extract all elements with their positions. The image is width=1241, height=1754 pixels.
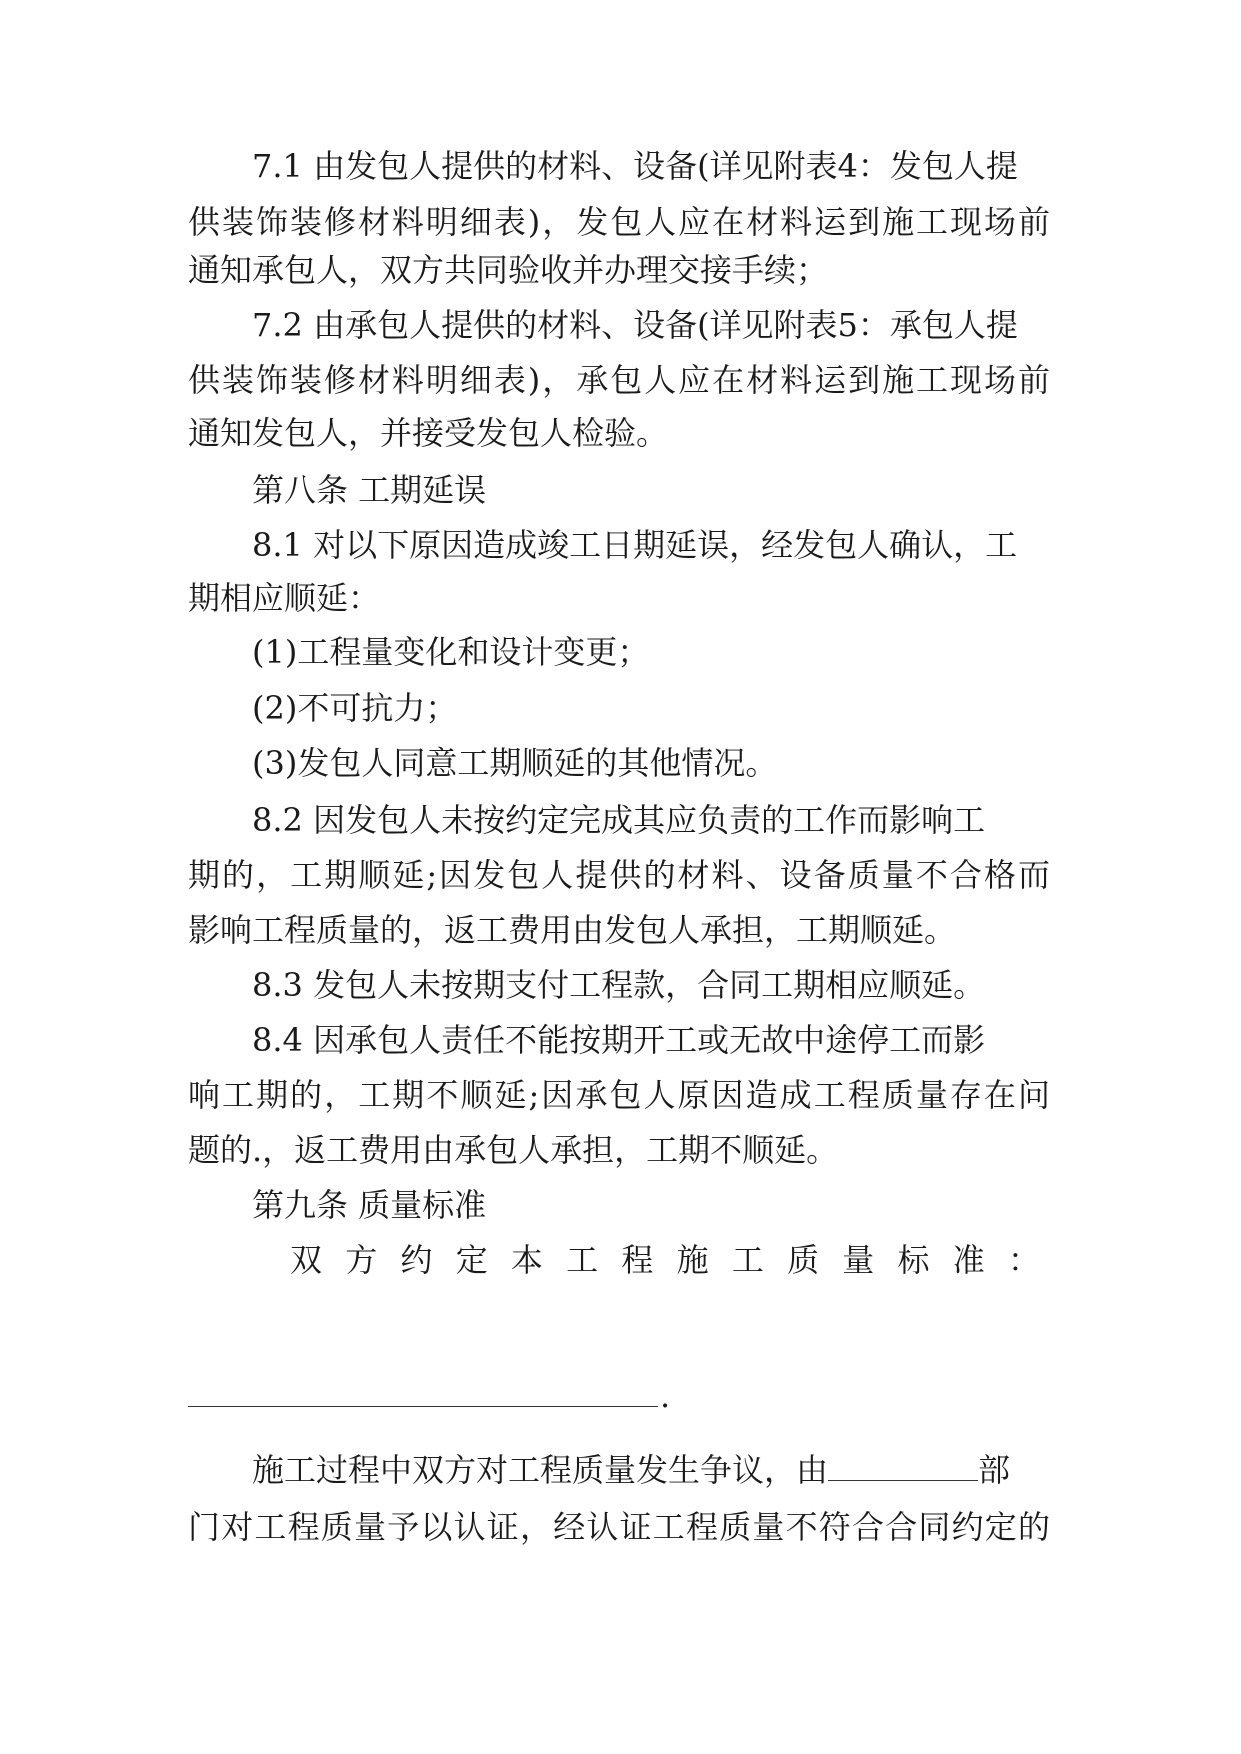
quality-standard-label: 双方约定本工程施工质量标准：: [290, 1241, 1040, 1279]
dispute-line-1: [252, 1440, 1050, 1500]
clause-8-2-line-2: 期的，工期顺延;因发包人提供的材料、设备质量不合格而: [188, 856, 1050, 894]
quality-standard-blank: [188, 1392, 658, 1407]
clause-7-1-line-2: 供装饰装修材料明细表)，发包人应在材料运到施工现场前: [188, 203, 1050, 241]
dispute-line-1-prefix: 施工过程中双方对工程质量发生争议，由: [252, 1451, 829, 1489]
clause-7-2-line-3: 通知发包人，并接受发包人检验。: [188, 414, 669, 452]
clause-8-4-line-2: 响工期的，工期不顺延;因承包人原因造成工程质量存在问: [188, 1076, 1050, 1114]
list-item-3: (3)发包人同意工期顺延的其他情况。: [252, 744, 778, 782]
article-9-title: 第九条 质量标准: [252, 1186, 487, 1224]
clause-8-2-line-1: 8.2 因发包人未按约定完成其应负责的工作而影响工: [252, 801, 986, 839]
clause-8-1-line-1: 8.1 对以下原因造成竣工日期延误，经发包人确认，工: [252, 526, 1018, 564]
dispute-line-1-suffix: 部: [978, 1451, 1011, 1489]
department-blank: [828, 1450, 978, 1481]
dispute-line-2: 门对工程质量予以认证，经认证工程质量不符合合同约定的: [188, 1508, 1050, 1546]
list-item-2: (2)不可抗力；: [252, 689, 458, 727]
quality-standard-end: .: [660, 1377, 671, 1415]
clause-7-2-line-1: 7.2 由承包人提供的材料、设备(详见附表5：承包人提: [252, 306, 1018, 344]
clause-7-1-line-1: 7.1 由发包人提供的材料、设备(详见附表4：发包人提: [252, 147, 1018, 185]
clause-8-4-line-1: 8.4 因承包人责任不能按期开工或无故中途停工而影: [252, 1021, 986, 1059]
clause-8-2-line-3: 影响工程质量的，返工费用由发包人承担，工期顺延。: [188, 911, 957, 949]
list-item-1: (1)工程量变化和设计变更；: [252, 633, 650, 671]
clause-8-1-line-2: 期相应顺延：: [188, 579, 381, 617]
clause-7-2-line-2: 供装饰装修材料明细表)，承包人应在材料运到施工现场前: [188, 361, 1050, 399]
clause-7-1-line-3: 通知承包人，双方共同验收并办理交接手续；: [188, 251, 829, 289]
clause-8-3: 8.3 发包人未按期支付工程款，合同工期相应顺延。: [252, 966, 986, 1004]
clause-8-4-line-3: 题的.，返工费用由承包人承担，工期不顺延。: [188, 1131, 839, 1169]
article-8-title: 第八条 工期延误: [252, 471, 487, 509]
